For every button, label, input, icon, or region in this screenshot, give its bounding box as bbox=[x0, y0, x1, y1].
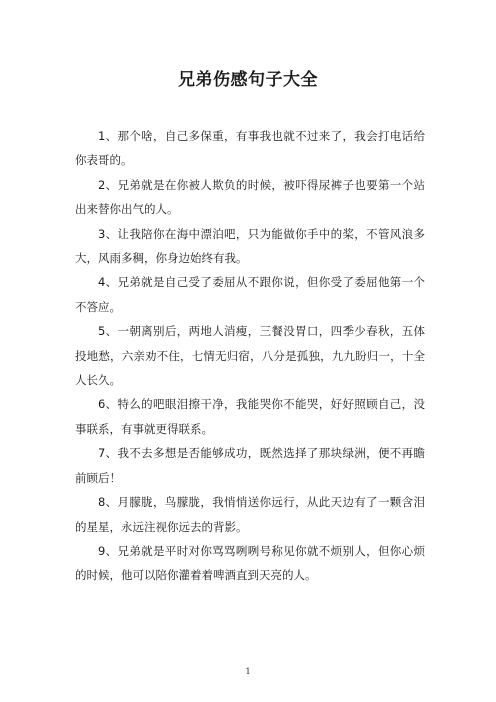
paragraph: 1、那个啥，自己多保重，有事我也就不过来了，我会打电话给你表哥的。 bbox=[75, 129, 425, 168]
paragraph: 2、兄弟就是在你被人欺负的时候，被吓得尿裤子也要第一个站出来替你出气的人。 bbox=[75, 177, 425, 217]
paragraph: 6、特么的吧眼泪擦干净，我能哭你不能哭，好好照顾自己，没事联系，有事就更得联系。 bbox=[75, 397, 425, 436]
document-body bbox=[75, 124, 425, 588]
paragraph: 7、我不去多想是否能够成功，既然选择了那块绿洲，便不再瞻前顾后！ bbox=[75, 446, 425, 485]
paragraph: 9、兄弟就是平时对你骂骂咧咧号称见你就不烦别人，但你心烦的时候，他可以陪你灌着着啤酒直到天亮的人。 bbox=[75, 543, 425, 583]
page-number: 1 bbox=[245, 667, 251, 676]
paragraph: 8、月朦胧，鸟朦胧，我悄悄送你远行，从此天边有了一颗含泪的星星，永远注视你远去的背影。 bbox=[75, 495, 425, 534]
document-title: 兄弟伤感句子大全 bbox=[178, 70, 318, 90]
paragraph: 3、让我陪你在海中漂泊吧，只为能做你手中的桨，不管风浪多大，风雨多稠，你身边始终有我。 bbox=[75, 226, 425, 266]
paragraph: 5、一朝离别后，两地人消瘦，三餐没胃口，四季少春秋，五体投地愁，六亲劝不住，七情无归宿，八分是孤独，九九盼归一，十全人长久。 bbox=[75, 324, 425, 388]
paragraph: 4、兄弟就是自己受了委屈从不跟你说，但你受了委屈他第一个不答应。 bbox=[75, 275, 425, 314]
